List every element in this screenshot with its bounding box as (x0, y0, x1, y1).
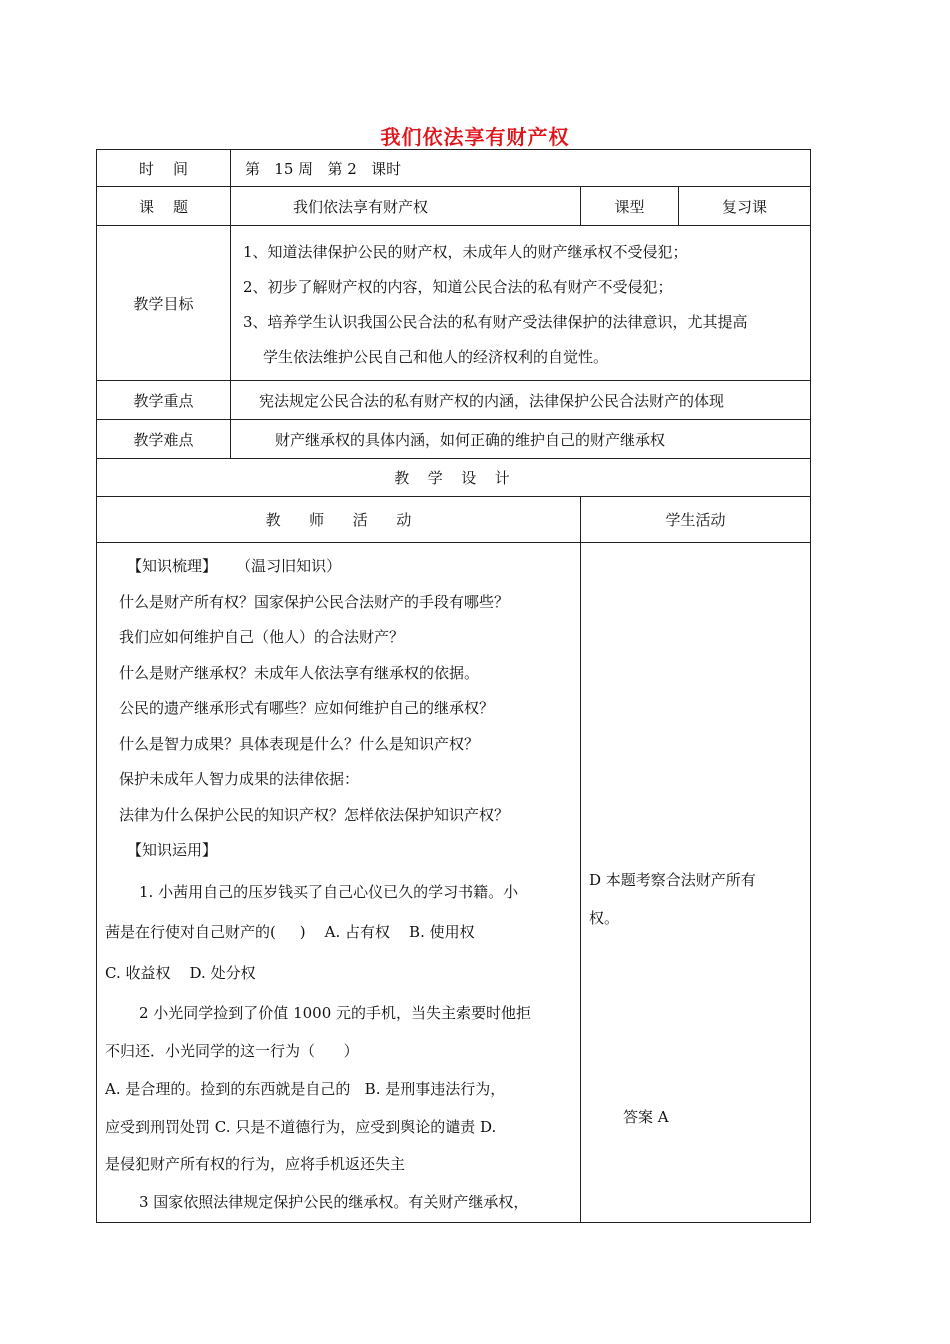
type-value: 复习课 (679, 187, 811, 226)
objectives-label: 教学目标 (97, 226, 231, 381)
design-heading: 教 学 设 计 (97, 459, 811, 497)
row-design-heading (97, 459, 811, 497)
row-activity-headers (97, 497, 811, 543)
row-activity-body (97, 543, 811, 1223)
question-2-line: 应受到刑罚处罚 C. 只是不道德行为，应受到舆论的谴责 D. (105, 1117, 497, 1136)
objective-item: 1、知道法律保护公民的财产权，未成年人的财产继承权不受侵犯； (243, 243, 688, 261)
question-2 (105, 994, 570, 1183)
review-item: 法律为什么保护公民的知识产权？怎样依法保护知识产权？ (119, 805, 510, 824)
question-2-line: A. 是合理的。捡到的东西就是自己的 B. 是刑事违法行为， (105, 1079, 506, 1098)
objective-item: 2、初步了解财产权的内容，知道公民合法的私有财产不受侵犯； (243, 278, 673, 296)
objective-item: 3、培养学生认识我国公民合法的私有财产受法律保护的法律意识，尤其提高 (243, 313, 748, 331)
teacher-activity-cell (97, 543, 581, 1223)
topic-label: 课 题 (97, 187, 231, 226)
lesson-plan-table (96, 149, 811, 1223)
row-time (97, 150, 811, 187)
key-label: 教学重点 (97, 381, 231, 420)
question-2-line: 2 小光同学捡到了价值 1000 元的手机，当失主索要时他拒 (139, 1003, 532, 1022)
student-note-line: D 本题考察合法财产所有 (589, 871, 756, 889)
topic-value: 我们依法享有财产权 (231, 187, 581, 226)
teacher-activity-header: 教 师 活 动 (97, 497, 581, 543)
question-1 (105, 873, 570, 994)
row-difficulties (97, 420, 811, 459)
time-value: 第 15 周 第 2 课时 (231, 150, 811, 187)
question-3-line: 3 国家依照法律规定保护公民的继承权。有关财产继承权， (139, 1192, 529, 1211)
question-1-line: C. 收益权 D. 处分权 (105, 963, 256, 982)
question-1-line: 1. 小茜用自己的压岁钱买了自己心仪已久的学习书籍。小 (139, 882, 519, 901)
page-title: 我们依法享有财产权 (380, 125, 570, 149)
question-2-line: 是侵犯财产所有权的行为，应将手机返还失主 (105, 1154, 406, 1173)
type-label: 课型 (581, 187, 679, 226)
review-heading: 【知识梳理】 （温习旧知识） (127, 557, 342, 575)
difficulty-value: 财产继承权的具体内涵，如何正确的维护自己的财产继承权 (231, 420, 811, 459)
question-1-line: 茜是在行使对自己财产的( ) A. 占有权 B. 使用权 (105, 922, 475, 941)
row-objectives (97, 226, 811, 381)
difficulty-label: 教学难点 (97, 420, 231, 459)
review-item: 什么是智力成果？具体表现是什么？什么是知识产权？ (119, 734, 480, 753)
student-activity-cell (581, 543, 811, 1223)
review-item: 我们应如何维护自己（他人）的合法财产？ (119, 628, 405, 646)
row-topic (97, 187, 811, 226)
student-answer: 答案 A (623, 1108, 669, 1126)
question-2-line: 不归还．小光同学的这一行为（ ） (105, 1041, 359, 1060)
review-item: 公民的遗产继承形式有哪些？应如何维护自己的继承权？ (119, 699, 495, 717)
objective-item: 学生依法维护公民自己和他人的经济权利的自觉性。 (263, 348, 609, 366)
student-activity-header: 学生活动 (581, 497, 811, 543)
student-note (589, 861, 789, 937)
review-item: 什么是财产继承权？未成年人依法享有继承权的依据。 (119, 663, 480, 682)
objectives-list (231, 226, 811, 381)
row-key-points (97, 381, 811, 420)
review-item: 保护未成年人智力成果的法律依据： (119, 770, 360, 788)
apply-heading: 【知识运用】 (127, 841, 218, 859)
time-label: 时 间 (97, 150, 231, 187)
review-item: 什么是财产所有权？国家保护公民合法财产的手段有哪些？ (119, 592, 510, 611)
student-note-line: 权。 (589, 909, 620, 927)
key-value: 宪法规定公民合法的私有财产权的内涵，法律保护公民合法财产的体现 (231, 381, 811, 420)
